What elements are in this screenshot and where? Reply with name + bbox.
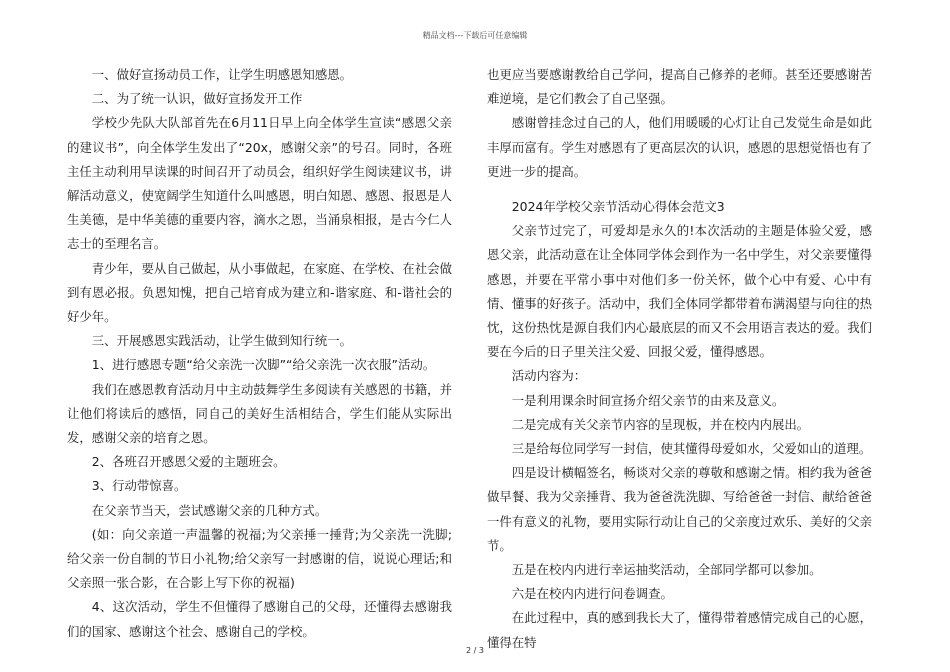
paragraph: 二、为了统一认识，做好宣扬发开工作 xyxy=(91,91,303,107)
list-item: 六是在校内内进行问卷调查。 xyxy=(511,586,673,602)
right-column xyxy=(487,63,872,655)
paragraph: 3、行动带惊喜。 xyxy=(91,478,187,494)
list-item: 四是设计横幅签名，畅谈对父亲的尊敬和感谢之情。相约我为爸爸做早餐、我为父亲捶背、我为爸爸洗洗脚、写给爸爸一封信、献给爸爸一件有意义的礼物，要用实际行动让自己的父亲度过欢乐、美好的父亲节。 xyxy=(487,465,872,553)
paragraph-continuation: 也更应当要感谢教给自己学问，提高自己修养的老师。甚至还要感谢苦难逆境，是它们教会了自己坚强。 xyxy=(487,67,872,107)
paragraph: 我们在感恩教育活动月中主动鼓舞学生多阅读有关感恩的书籍，并让他们将读后的感悟，同自己的美好生活相结合，学生们能从实际出发，感谢父亲的培育之恩。 xyxy=(67,381,452,446)
paragraph: 1、进行感恩专题“给父亲洗一次脚”“给父亲洗一次衣服”活动。 xyxy=(91,357,436,373)
paragraph: 2、各班召开感恩父爱的主题班会。 xyxy=(91,454,286,470)
list-item: 一是利用课余时间宣扬介绍父亲节的由来及意义。 xyxy=(511,392,785,408)
paragraph: 父亲节过完了，可爱却是永久的!本次活动的主题是体验父爱，感恩父亲，此活动意在让全体同学体会到作为一名中学生，对父亲要懂得感恩，并要在平常小事中对他们多一份关怀，做个心中有爱、心中有情、懂事的好孩子。活动中，我们全体同学都带着布满渴望与向往的热忱，这份热忱是源自我们内心最底层的而又不会用语言表达的爱。我们要在今后的日子里关注父爱、回报父爱，懂得感恩。 xyxy=(487,223,872,360)
list-item: 活动内容为： xyxy=(511,368,587,384)
section-title: 2024年学校父亲节活动心得体会范文3 xyxy=(511,199,725,215)
list-item: 三是给每位同学写一封信，使其懂得母爱如水，父爱如山的道理。 xyxy=(511,441,872,457)
list-item: 在此过程中，真的感到我长大了，懂得带着感情完成自己的心愿，懂得在特 xyxy=(487,610,872,650)
page-header: 精品文档---下载后可任意编辑 xyxy=(422,31,528,40)
list-item: 二是完成有关父亲节内容的呈现板，并在校内内展出。 xyxy=(511,416,810,432)
paragraph: 青少年，要从自己做起，从小事做起，在家庭、在学校、在社会做到有恩必报。负恩知愧，把自己培育成为建立和-谐家庭、和-谐社会的好少年。 xyxy=(67,260,452,325)
paragraph: 学校少先队大队部首先在6月11日早上向全体学生宣读“感恩父亲的建议书”，向全体学生发出了“20x，感谢父亲”的号召。同时，各班主任主动利用早读课的时间召开了动员会，组织好学生阅读建议书，讲解活动意义，使宽阔学生知道什么叫感恩，明白知恩、感恩、报恩是人生美德，是中华美德的重要内容，滴水之恩，当涌泉相报，是古今仁人志士的至理名言。 xyxy=(67,115,452,252)
list-item: 五是在校内内进行幸运抽奖活动，全部同学都可以参加。 xyxy=(511,562,822,578)
left-column xyxy=(67,63,452,644)
paragraph: (如：向父亲道一声温馨的祝福;为父亲捶一捶背;为父亲洗一洗脚;给父亲一份自制的节日小礼物;给父亲写一封感谢的信，说说心理话;和父亲照一张合影，在合影上写下你的祝福) xyxy=(67,526,452,591)
paragraph: 4、这次活动，学生不但懂得了感谢自己的父母，还懂得去感谢我们的国家、感谢这个社会、感谢自己的学校。 xyxy=(67,599,452,639)
page-number: 2 / 3 xyxy=(466,646,484,655)
paragraph: 感谢曾挂念过自己的人，他们用暖暖的心灯让自己发觉生命是如此丰厚而富有。学生对感恩有了更高层次的认识，感恩的思想觉悟也有了更进一步的提高。 xyxy=(487,115,872,179)
paragraph: 一、做好宣扬动员工作，让学生明感恩知感恩。 xyxy=(91,67,352,82)
paragraph: 三、开展感恩实践活动，让学生做到知行统一。 xyxy=(91,333,352,349)
paragraph: 在父亲节当天，尝试感谢父亲的几种方式。 xyxy=(91,502,328,518)
